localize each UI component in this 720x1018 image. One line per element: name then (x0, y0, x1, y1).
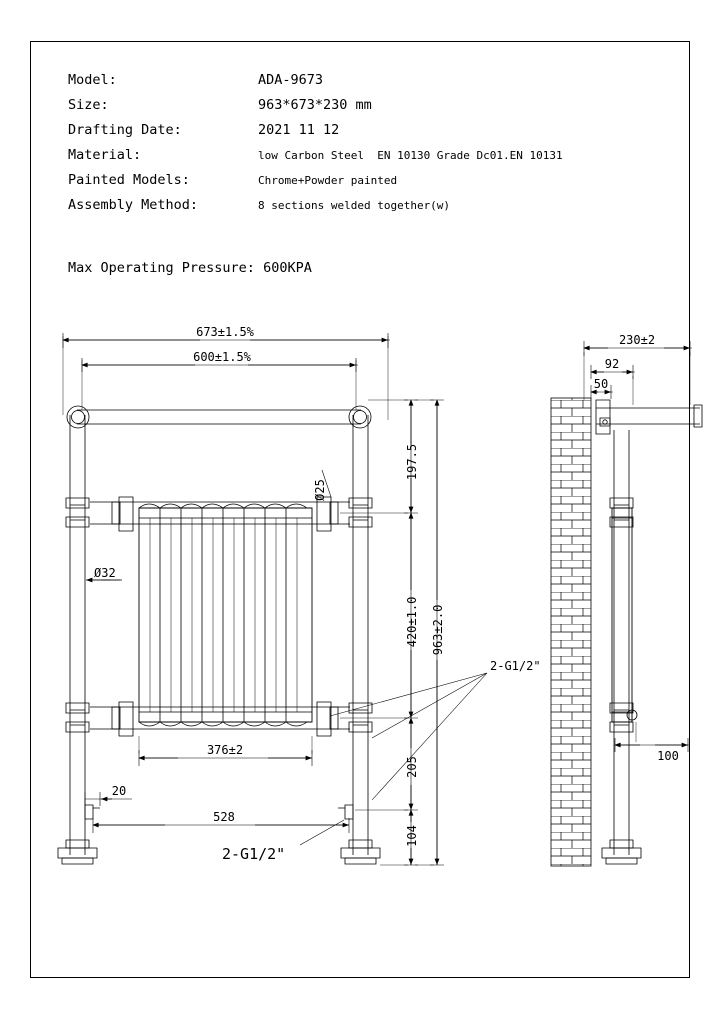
spec-label: Assembly Method: (68, 197, 199, 213)
dim-valve-centres: 528 (213, 810, 235, 824)
title-block (68, 72, 688, 276)
spec-row-drafting-date (68, 122, 688, 147)
dim-wall-to-rail: 92 (604, 357, 620, 371)
dim-lower-section: 205 (405, 756, 419, 778)
spec-row-material (68, 147, 688, 172)
dim-overall-width: 673±1.5% (196, 325, 254, 339)
spec-value: Chrome+Powder painted (258, 174, 398, 187)
dim-overall-depth: 230±2 (618, 333, 656, 347)
dim-inner-width: 600±1.5% (193, 350, 251, 364)
spec-row-assembly-method (68, 197, 688, 222)
spec-row-painted-models (68, 172, 688, 197)
spec-label: Material: (68, 147, 142, 163)
dim-foot-height: 104 (405, 825, 419, 847)
dim-tube-diameter-leg: Ø32 (94, 566, 116, 580)
spec-value: Max Operating Pressure: 600KPA (68, 260, 312, 276)
spec-label: Model: (68, 72, 117, 88)
spec-value: 8 sections welded together(w) (258, 199, 451, 212)
dim-valve-height: 100 (657, 749, 679, 763)
callout-valves-bottom: 2-G1/2" (222, 845, 286, 863)
spec-row-size (68, 97, 688, 122)
dim-bracket-offset: 50 (593, 377, 609, 391)
spec-row-max-pressure (68, 222, 688, 276)
spec-value: 2021 11 12 (258, 122, 340, 138)
spec-row-model (68, 72, 688, 97)
spec-value: 963*673*230 mm (258, 97, 372, 113)
dim-radiator-width: 376±2 (206, 743, 244, 757)
dim-foot-offset: 20 (111, 784, 127, 798)
spec-label: Drafting Date: (68, 122, 182, 138)
spec-label: Painted Models: (68, 172, 190, 188)
spec-value: low Carbon Steel EN 10130 Grade Dc01.EN 10131 (258, 149, 563, 162)
dim-top-to-radiator: 197.5 (405, 443, 419, 481)
spec-label: Size: (68, 97, 109, 113)
spec-value: ADA-9673 (258, 72, 324, 88)
dim-overall-height: 963±2.0 (431, 604, 445, 656)
dim-tube-diameter-top: Ø25 (313, 479, 327, 501)
dim-radiator-height: 420±1.0 (405, 596, 419, 648)
callout-valves-mid: 2-G1/2" (490, 659, 541, 673)
